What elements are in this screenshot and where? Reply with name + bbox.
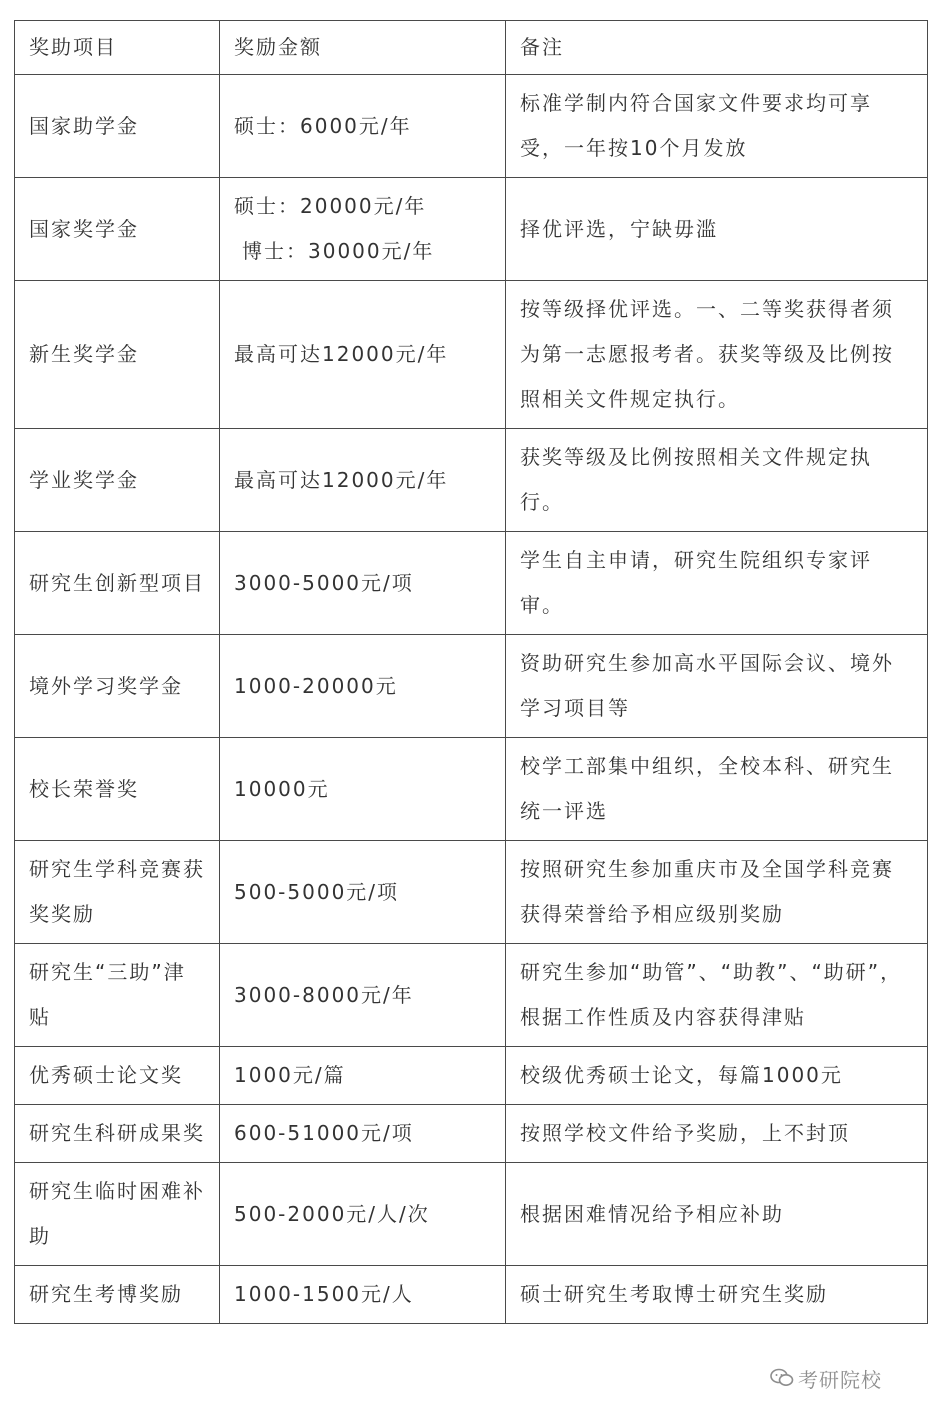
cell-amount <box>220 944 506 1047</box>
cell-item: 研究生科研成果奖 <box>15 1105 220 1163</box>
cell-item: 国家助学金 <box>15 75 220 178</box>
cell-amount <box>220 532 506 635</box>
table-header-row <box>15 21 928 75</box>
table-row <box>15 944 928 1047</box>
amount-line: 最高可达12000元/年 <box>234 467 449 492</box>
amount-line: 1000-20000元 <box>234 673 398 698</box>
table-row <box>15 1105 928 1163</box>
amount-line: 500-2000元/人/次 <box>234 1201 430 1226</box>
cell-item: 研究生考博奖励 <box>15 1266 220 1324</box>
header-note: 备注 <box>506 21 928 75</box>
cell-note: 择优评选，宁缺毋滥 <box>506 178 928 281</box>
amount-line: 1000元/篇 <box>234 1063 346 1087</box>
cell-note: 硕士研究生考取博士研究生奖励 <box>506 1266 928 1324</box>
cell-item: 优秀硕士论文奖 <box>15 1047 220 1105</box>
cell-amount <box>220 1266 506 1324</box>
cell-note: 标准学制内符合国家文件要求均可享受，一年按10个月发放 <box>506 75 928 178</box>
cell-note: 学生自主申请，研究生院组织专家评审。 <box>506 532 928 635</box>
cell-note: 研究生参加“助管”、“助教”、“助研”，根据工作性质及内容获得津贴 <box>506 944 928 1047</box>
cell-amount <box>220 1047 506 1105</box>
cell-amount <box>220 429 506 532</box>
amount-line: 1000-1500元/人 <box>234 1282 414 1306</box>
amount-line: 硕士：6000元/年 <box>234 113 412 138</box>
amount-line: 10000元 <box>234 776 330 801</box>
cell-item: 校长荣誉奖 <box>15 738 220 841</box>
cell-item: 境外学习奖学金 <box>15 635 220 738</box>
amount-line: 最高可达12000元/年 <box>234 342 449 366</box>
table-row <box>15 635 928 738</box>
amount-line: 600-51000元/项 <box>234 1121 414 1145</box>
cell-item: 研究生学科竞赛获奖奖励 <box>15 841 220 944</box>
cell-amount <box>220 281 506 429</box>
cell-amount <box>220 1163 506 1266</box>
header-item: 奖助项目 <box>15 21 220 75</box>
table-row <box>15 841 928 944</box>
cell-item: 学业奖学金 <box>15 429 220 532</box>
table-row <box>15 75 928 178</box>
table-row <box>15 429 928 532</box>
amount-line: 博士：30000元/年 <box>242 239 435 263</box>
cell-amount <box>220 841 506 944</box>
wechat-icon <box>770 1368 794 1388</box>
cell-note: 按照学校文件给予奖励，上不封顶 <box>506 1105 928 1163</box>
watermark-text: 考研院校 <box>798 1367 882 1392</box>
cell-note: 获奖等级及比例按照相关文件规定执行。 <box>506 429 928 532</box>
table-row <box>15 281 928 429</box>
cell-amount <box>220 738 506 841</box>
cell-item: 研究生临时困难补助 <box>15 1163 220 1266</box>
header-amount: 奖励金额 <box>220 21 506 75</box>
cell-note: 资助研究生参加高水平国际会议、境外学习项目等 <box>506 635 928 738</box>
amount-line: 硕士：20000元/年 <box>234 194 427 218</box>
cell-note: 校级优秀硕士论文，每篇1000元 <box>506 1047 928 1105</box>
cell-item: 国家奖学金 <box>15 178 220 281</box>
cell-note: 根据困难情况给予相应补助 <box>506 1163 928 1266</box>
cell-item: 研究生创新型项目 <box>15 532 220 635</box>
table-row <box>15 178 928 281</box>
amount-line: 3000-5000元/项 <box>234 570 414 595</box>
table-row <box>15 738 928 841</box>
cell-item: 研究生“三助”津贴 <box>15 944 220 1047</box>
table-row <box>15 1047 928 1105</box>
table-body <box>15 75 928 1324</box>
cell-amount <box>220 1105 506 1163</box>
table-row <box>15 532 928 635</box>
amount-line: 500-5000元/项 <box>234 879 400 904</box>
table-row <box>15 1266 928 1324</box>
amount-line: 3000-8000元/年 <box>234 982 414 1007</box>
cell-item: 新生奖学金 <box>15 281 220 429</box>
cell-amount <box>220 635 506 738</box>
cell-note: 按等级择优评选。一、二等奖获得者须为第一志愿报考者。获奖等级及比例按照相关文件规定执行。 <box>506 281 928 429</box>
table-row <box>15 1163 928 1266</box>
cell-note: 校学工部集中组织，全校本科、研究生统一评选 <box>506 738 928 841</box>
cell-amount <box>220 75 506 178</box>
cell-amount <box>220 178 506 281</box>
scholarship-table <box>14 20 928 1324</box>
watermark <box>770 1360 882 1396</box>
cell-note: 按照研究生参加重庆市及全国学科竞赛获得荣誉给予相应级别奖励 <box>506 841 928 944</box>
